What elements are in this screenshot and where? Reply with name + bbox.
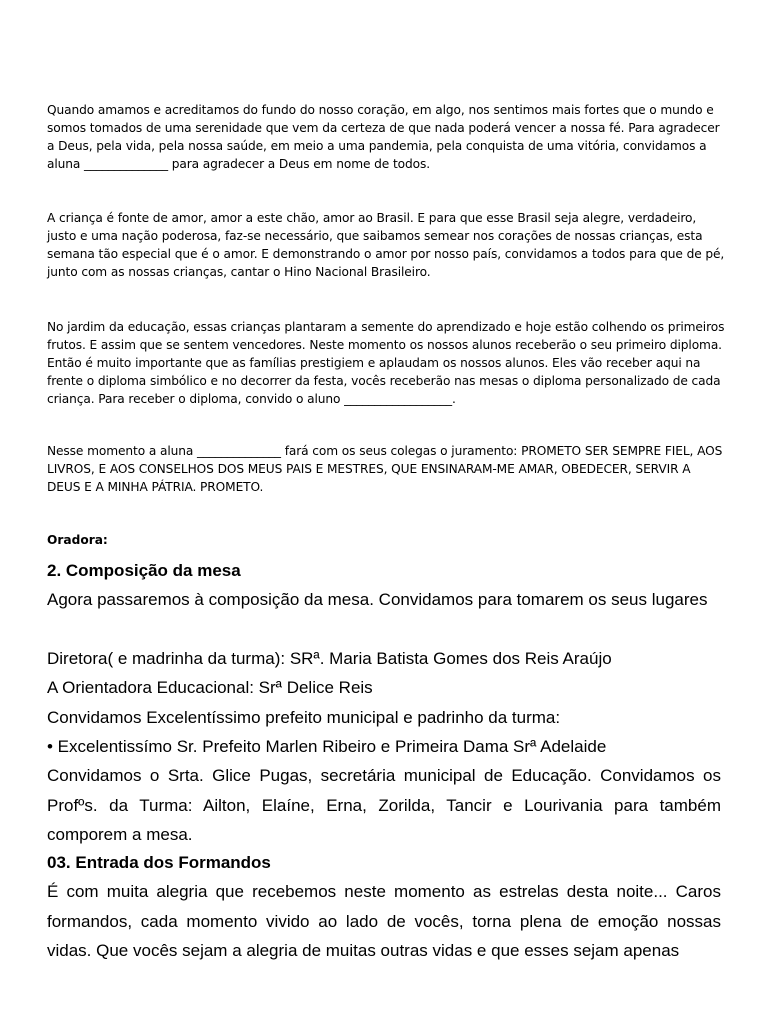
prefeito-line: • Excelentissímo Sr. Prefeito Marlen Ribeiro e Primeira Dama Srª Adelaide [47, 737, 607, 756]
section-3-body: É com muita alegria que recebemos neste momento as estrelas desta noite... Caros formandos, cada momento vivido ao lado de vocês, torna plena de emoção nossas vidas. Que vocês sejam a alegria de muitas outras vidas e que esses sejam apenas [47, 882, 721, 960]
secretaria-paragraph: Convidamos o Srta. Glice Pugas, secretária municipal de Educação. Convidamos os Profºs. da Turma: Ailton, Elaíne, Erna, Zorilda, Tancir e Lourivania para também comporem a mesa. [47, 766, 721, 844]
paragraph-oath: Nesse momento a aluna ______________ fará com os seus colegas o juramento: PROMETO SER SEMPRE FIEL, AOS LIVROS, E AOS CONSELHOS DOS MEUS PAIS E MESTRES, QUE ENSINARAM-ME AMAR, OBEDECER, SERVIR A DEUS E A MINHA PÁTRIA. PROMETO. [47, 444, 723, 494]
section-2-intro: Agora passaremos à composição da mesa. Convidamos para tomarem os seus lugares [47, 590, 708, 609]
paragraph-diploma: No jardim da educação, essas crianças plantaram a semente do aprendizado e hoje estão colhendo os primeiros frutos. E assim que se sentem vencedores. Neste momento os nossos alunos receberão o seu primeiro diploma. Então é muito importante que as famílias prestigiem e aplaudam os nossos alunos. Eles vão receber aqui na frente o diploma simbólico e no decorrer da festa, vocês receberão nas mesas o diploma personalizado de cada criança. Para receber o diploma, convido o aluno __________________. [47, 320, 725, 406]
diretora-line: Diretora( e madrinha da turma): SRª. Maria Batista Gomes dos Reis Araújo [47, 649, 612, 668]
section-2-heading: 2. Composição da mesa [47, 561, 241, 580]
oradora-label: Oradora: [47, 533, 108, 547]
prefeito-intro-line: Convidamos Excelentíssimo prefeito municipal e padrinho da turma: [47, 708, 561, 727]
paragraph-national-anthem: A criança é fonte de amor, amor a este chão, amor ao Brasil. E para que esse Brasil seja alegre, verdadeiro, justo e uma nação poderosa, faz-se necessário, que saibamos semear nos corações de nossas crianças, esta semana tão especial que é o amor. E demonstrando o amor por nosso país, convidamos a todos para que de pé, junto com as nossas crianças, cantar o Hino Nacional Brasileiro. [47, 211, 725, 279]
section-3-heading: 03. Entrada dos Formandos [47, 853, 271, 872]
paragraph-gratitude: Quando amamos e acreditamos do fundo do nosso coração, em algo, nos sentimos mais fortes que o mundo e somos tomados de uma serenidade que vem da certeza de que nada poderá vencer a nossa fé. Para agradecer a Deus, pela vida, pela nossa saúde, em meio a uma pandemia, pela conquista de uma vitória, convidamos a aluna ______________ para agradecer a Deus em nome de todos. [47, 103, 720, 171]
orientadora-line: A Orientadora Educacional: Srª Delice Reis [47, 678, 373, 697]
